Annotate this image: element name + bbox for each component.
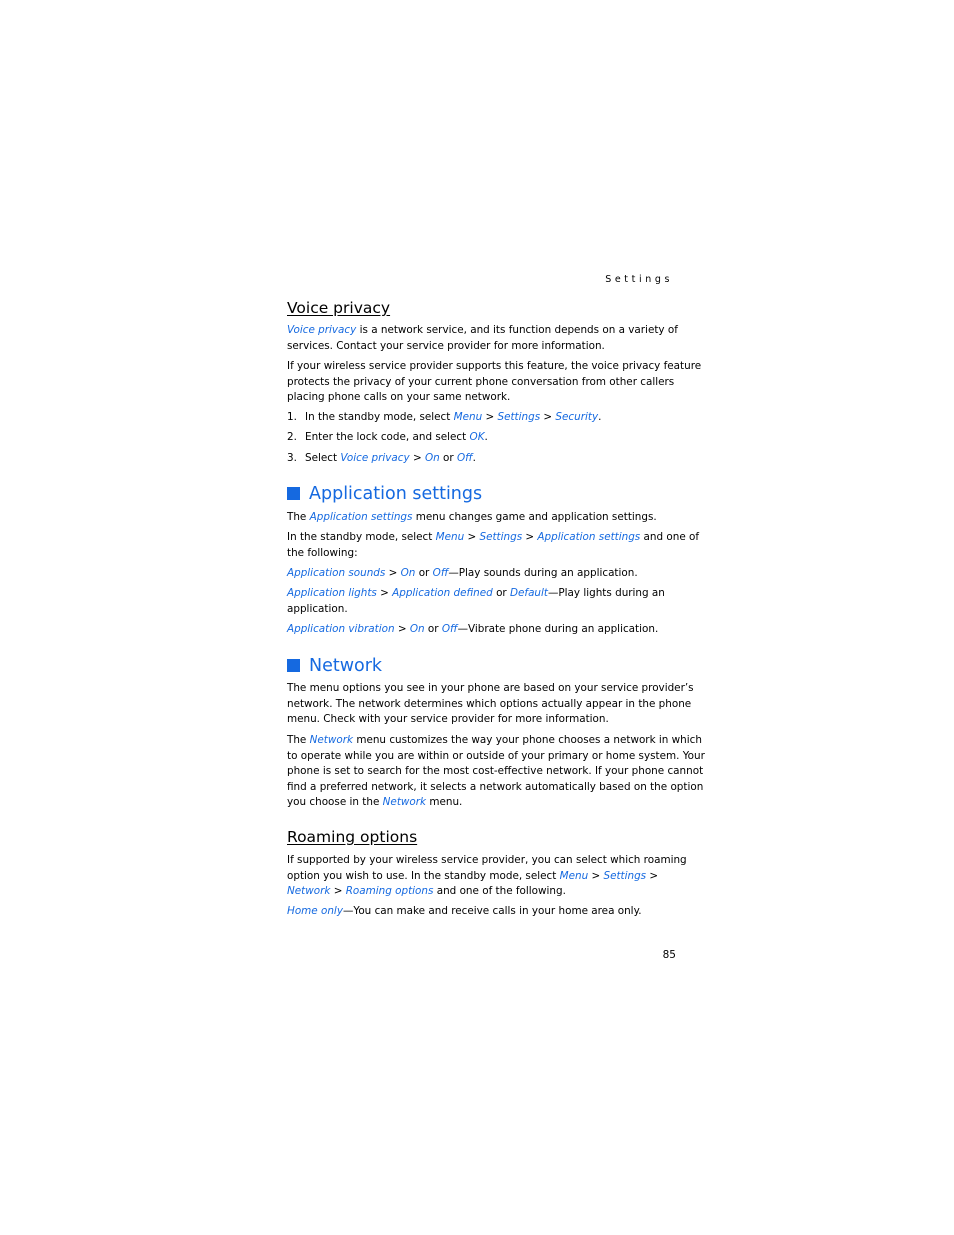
manual-page: [287, 0, 705, 1235]
step-3: 3. Select Voice privacy > On or Off.: [287, 452, 476, 464]
off-link: Off: [456, 452, 473, 464]
security-link: Security: [555, 411, 599, 423]
application-lights-option: Application lights > Application defined or Default—Play lights during an application.: [287, 587, 665, 615]
network-description: The Network menu customizes the way your phone chooses a network in which to operate while you are within or outside of your primary or home system. Your phone is set to search for the most cost-effective network. If your phone cannot find a preferred network, it selects a network automatically based on the option you choose in the Network menu.: [287, 734, 705, 809]
application-vibration-option: Application vibration > On or Off—Vibrate phone during an application.: [287, 623, 659, 635]
roaming-options-heading: Roaming options: [287, 828, 418, 846]
page-number: 85: [662, 949, 676, 961]
home-only-option: Home only—You can make and receive calls in your home area only.: [287, 905, 642, 917]
application-settings-path: In the standby mode, select Menu > Settings > Application settings and one of the following:: [287, 531, 700, 559]
menu-link: Menu: [453, 411, 483, 423]
network-heading: Network: [287, 656, 382, 676]
application-settings-heading: Application settings: [287, 484, 482, 504]
application-sounds-option: Application sounds > On or Off—Play sounds during an application.: [287, 567, 638, 579]
voice-privacy-heading: Voice privacy: [287, 299, 391, 317]
roaming-options-intro: If supported by your wireless service provider, you can select which roaming option you wish to use. In the standby mode, select Menu > Settings > Network > Roaming options and one of the following.: [287, 854, 687, 898]
step-2: 2. Enter the lock code, and select OK.: [287, 431, 488, 443]
voice-privacy-description: If your wireless service provider supports this feature, the voice privacy feature protects the privacy of your current phone conversation from other callers placing phone calls on your same network.: [287, 360, 702, 404]
square-bullet-icon: [287, 659, 300, 672]
voice-privacy-link: Voice privacy: [340, 452, 410, 464]
voice-privacy-intro: Voice privacy is a network service, and its function depends on a variety of services. Contact your service provider for more information.: [287, 324, 678, 352]
step-1: 1. In the standby mode, select Menu > Settings > Security.: [287, 411, 602, 423]
running-head: Settings: [605, 274, 673, 285]
on-link: On: [424, 452, 440, 464]
settings-link: Settings: [497, 411, 541, 423]
ok-link: OK: [469, 431, 485, 443]
network-intro: The menu options you see in your phone are based on your service provider’s network. The network determines which options actually appear in the phone menu. Check with your service provider for more information.: [287, 682, 694, 726]
voice-privacy-link: Voice privacy: [287, 324, 357, 336]
square-bullet-icon: [287, 487, 300, 500]
application-settings-intro: The Application settings menu changes game and application settings.: [287, 511, 657, 523]
